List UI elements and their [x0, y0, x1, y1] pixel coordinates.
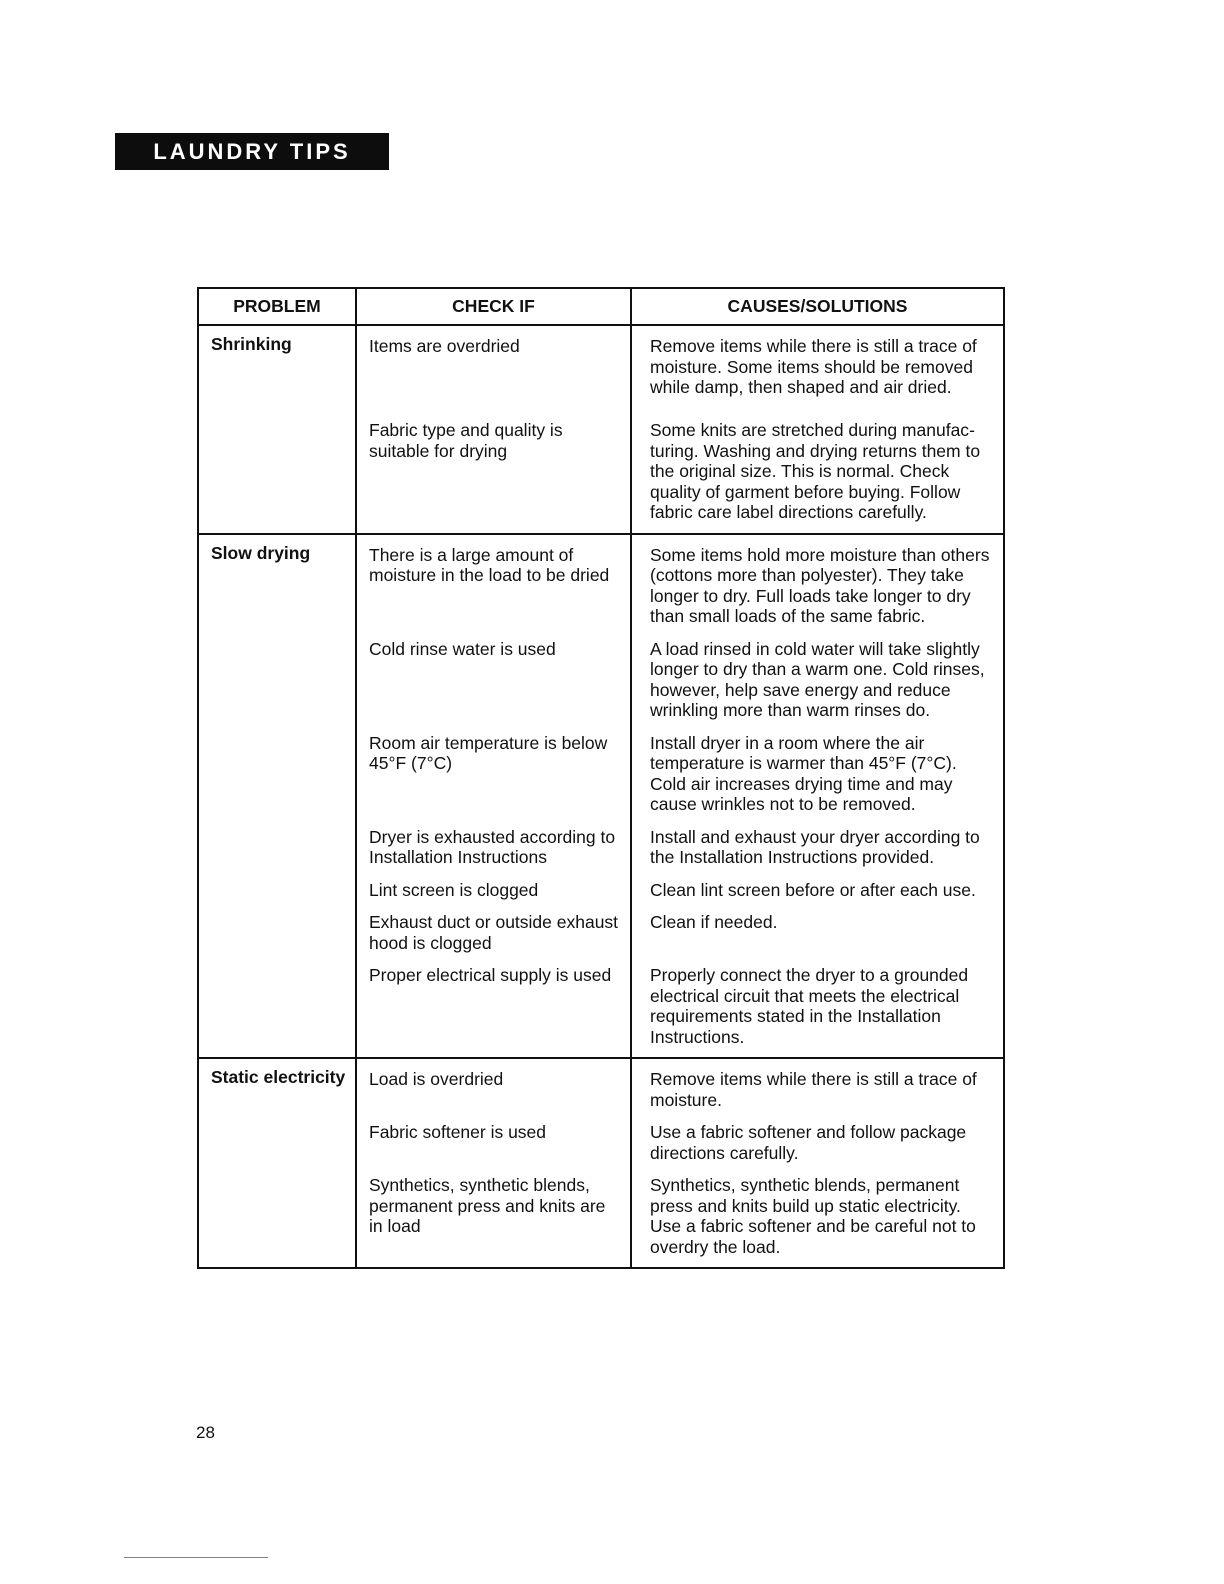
check-if-cell: Dryer is exhausted according to Installation Instructions: [356, 819, 631, 872]
check-if-cell: Synthetics, synthetic blends, permanent press and knits are in load: [356, 1167, 631, 1268]
table-row: [198, 1058, 1004, 1114]
solution-cell: Clean lint screen before or after each use.: [631, 872, 1004, 905]
check-if-cell: Fabric type and quality is suitable for drying: [356, 412, 631, 534]
page-number: 28: [196, 1423, 215, 1442]
solution-cell: Use a fabric softener and follow package directions carefully.: [631, 1114, 1004, 1167]
check-if-cell: Proper electrical supply is used: [356, 957, 631, 1058]
header-row: [198, 288, 1004, 325]
header-problem: PROBLEM: [198, 288, 356, 325]
check-if-cell: Exhaust duct or outside exhaust hood is clogged: [356, 904, 631, 957]
problem-slow-drying: Slow drying: [198, 534, 356, 1059]
solution-cell: Clean if needed.: [631, 904, 1004, 957]
table-row: [198, 325, 1004, 412]
solution-cell: A load rinsed in cold water will take slightly longer to dry than a warm one. Cold rinses, however, help save energy and reduce wrinkling more than warm rinses do.: [631, 631, 1004, 725]
troubleshooting-table: [197, 287, 1005, 1269]
check-if-cell: Lint screen is clogged: [356, 872, 631, 905]
solution-cell: Remove items while there is still a trace of moisture.: [631, 1058, 1004, 1114]
header-causes-solutions: CAUSES/SOLUTIONS: [631, 288, 1004, 325]
footer-rule: [124, 1557, 268, 1558]
check-if-cell: Items are overdried: [356, 325, 631, 412]
solution-cell: Synthetics, synthetic blends, permanent press and knits build up static electricity. Use a fabric softener and be careful not to overdry the load.: [631, 1167, 1004, 1268]
check-if-cell: There is a large amount of moisture in the load to be dried: [356, 534, 631, 631]
check-if-cell: Fabric softener is used: [356, 1114, 631, 1167]
problem-static-electricity: Static electricity: [198, 1058, 356, 1268]
solution-cell: Install and exhaust your dryer according to the Installation Instructions provided.: [631, 819, 1004, 872]
check-if-cell: Room air temperature is below 45°F (7°C): [356, 725, 631, 819]
solution-cell: Some knits are stretched during manufacturing. Washing and drying returns them to the original size. This is normal. Check quality of garment before buying. Follow fabric care label directions carefully.: [631, 412, 1004, 534]
solution-cell: Install dryer in a room where the air temperature is warmer than 45°F (7°C). Cold air increases drying time and may cause wrinkles not to be removed.: [631, 725, 1004, 819]
solution-cell: Remove items while there is still a trace of moisture. Some items should be removed while damp, then shaped and air dried.: [631, 325, 1004, 412]
solution-cell: Some items hold more moisture than others (cottons more than polyester). They take longer to dry. Full loads take longer to dry than small loads of the same fabric.: [631, 534, 1004, 631]
check-if-cell: Cold rinse water is used: [356, 631, 631, 725]
table-row: [198, 534, 1004, 631]
solution-cell: Properly connect the dryer to a grounded electrical circuit that meets the electrical requirements stated in the Installation Instructions.: [631, 957, 1004, 1058]
problem-shrinking: Shrinking: [198, 325, 356, 534]
section-tab-laundry-tips: LAUNDRY TIPS: [115, 133, 389, 170]
header-check-if: CHECK IF: [356, 288, 631, 325]
check-if-cell: Load is overdried: [356, 1058, 631, 1114]
